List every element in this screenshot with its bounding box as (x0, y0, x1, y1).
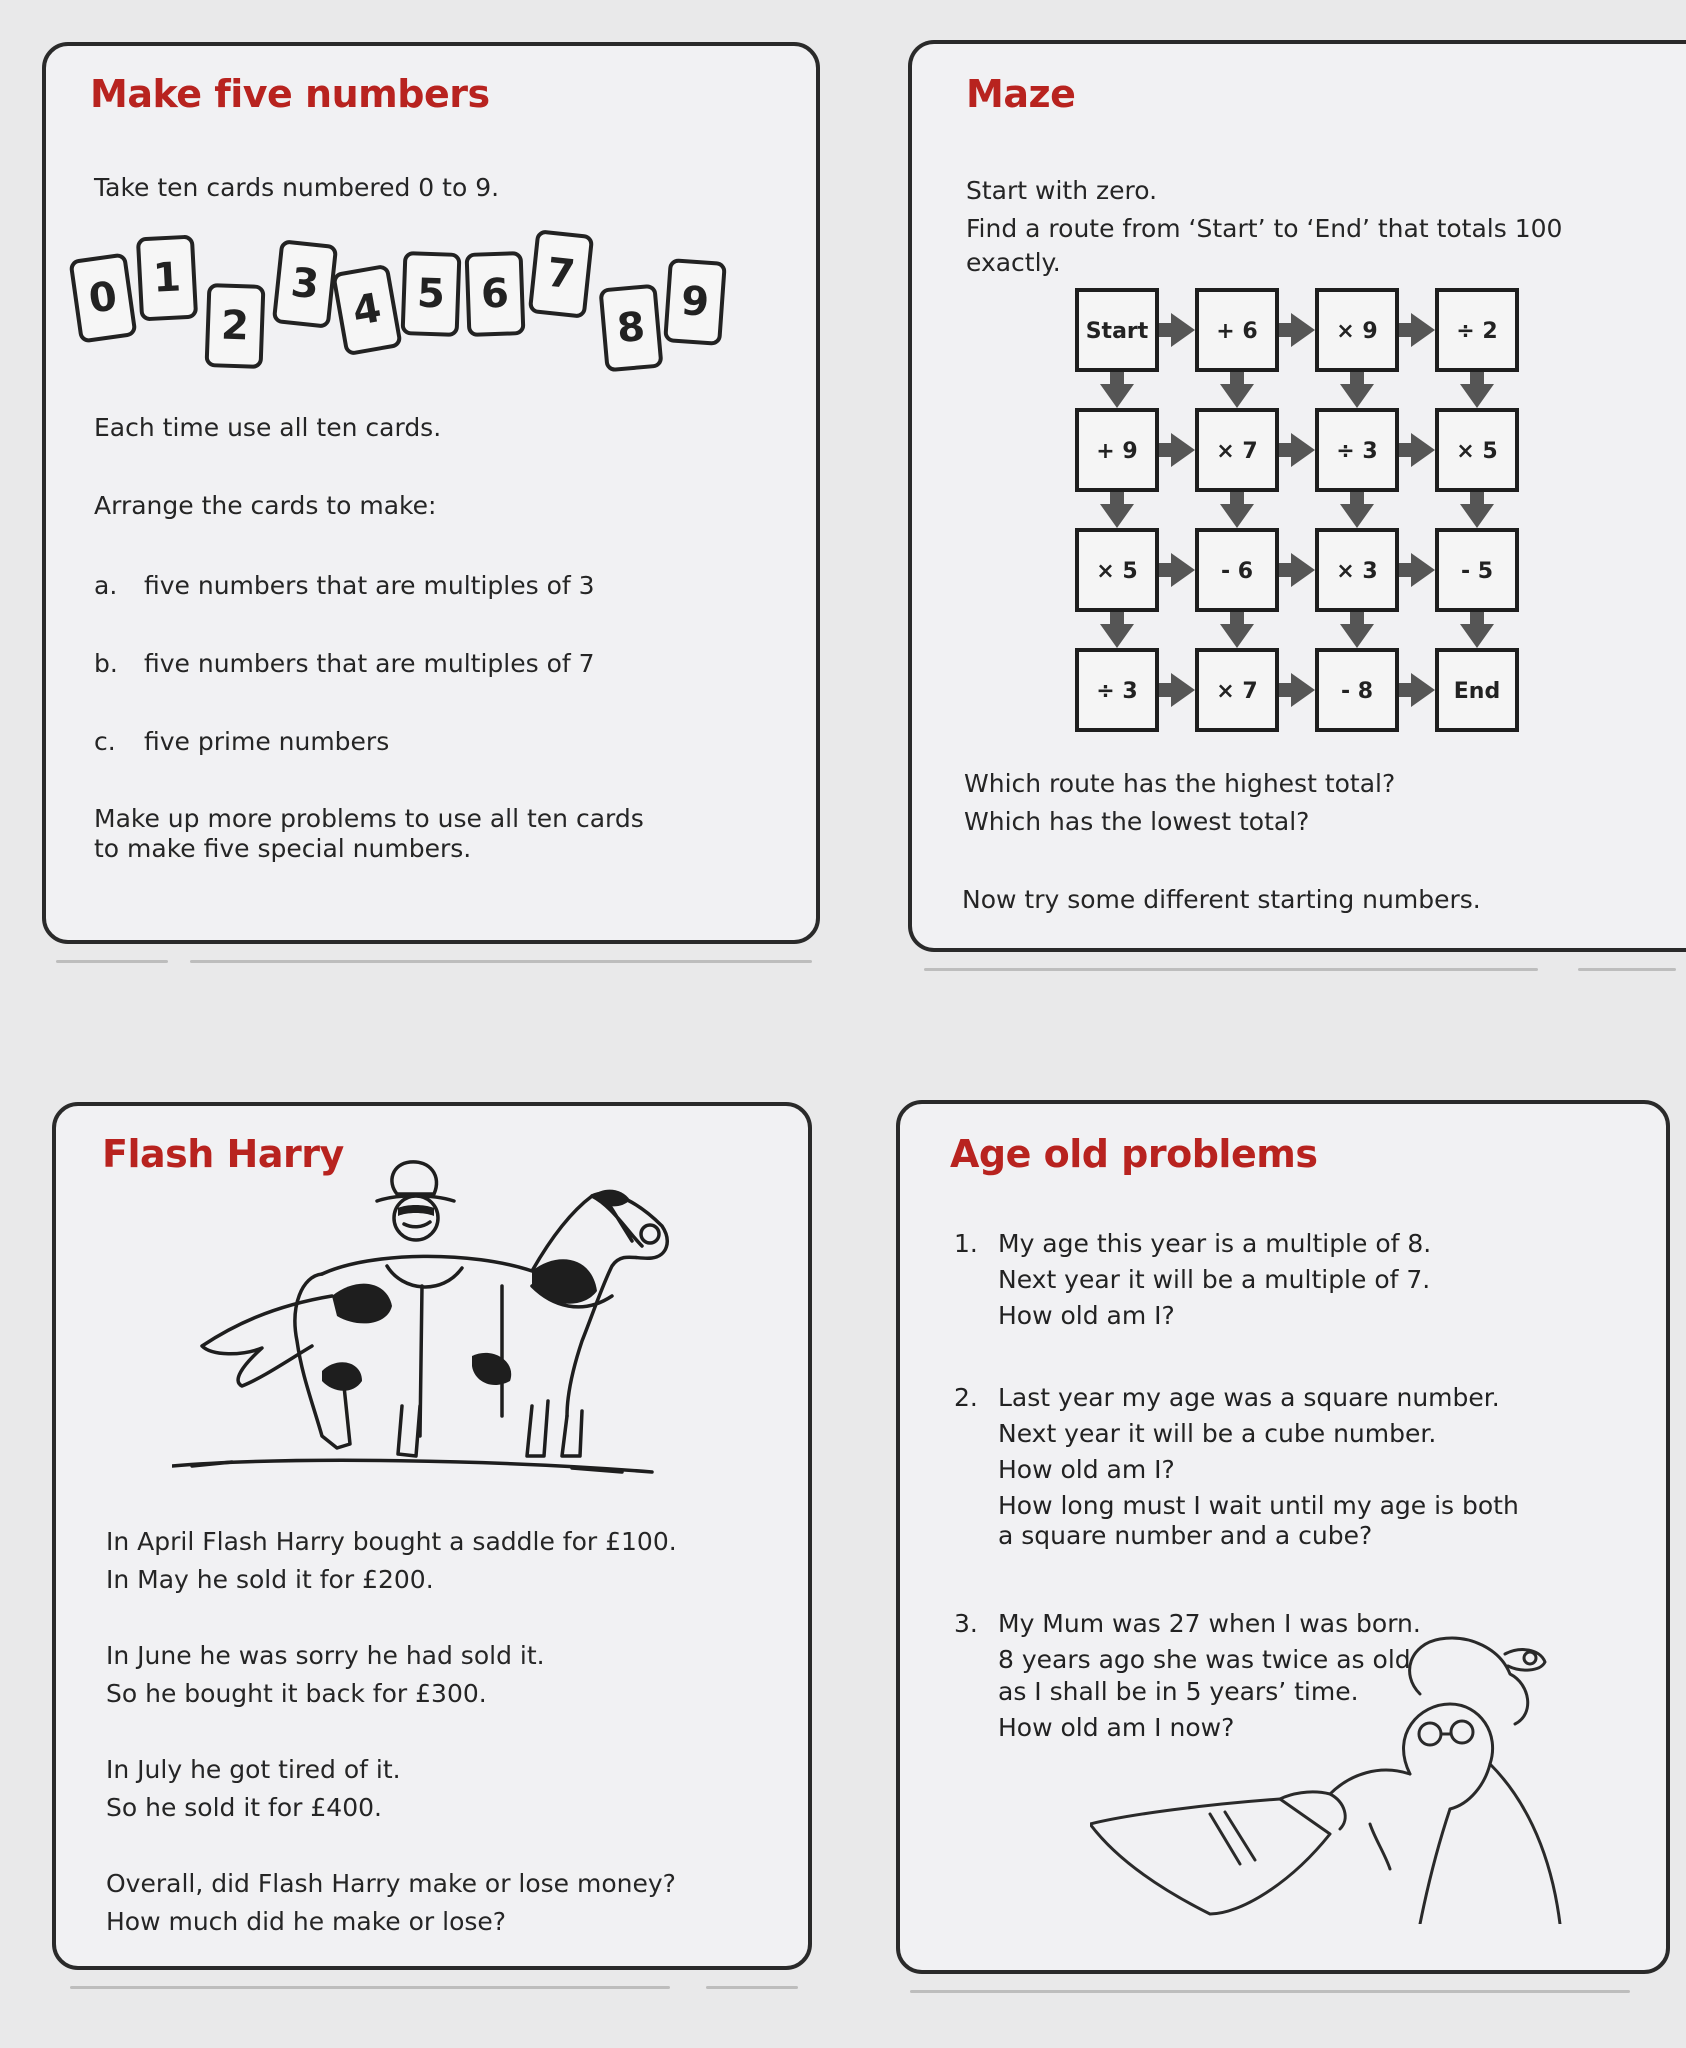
arrow-down-icon (1220, 372, 1254, 408)
number-card-3: 3 (272, 239, 338, 329)
story-line-2a: In June he was sorry he had sold it. (106, 1641, 545, 1670)
maze-cell-label: End (1453, 679, 1501, 704)
arrow-down-icon (1340, 372, 1374, 408)
problem-number: 2. (954, 1383, 978, 1412)
problem-line: How old am I? (998, 1455, 1175, 1484)
maze-cell-label: ÷ 3 (1336, 439, 1378, 464)
problem-line: How old am I now? (998, 1713, 1235, 1742)
divider-line (910, 1990, 1630, 1993)
list-item-a (94, 568, 595, 604)
maze-cell-label: - 6 (1220, 559, 1254, 584)
story-line-1a: In April Flash Harry bought a saddle for £100. (106, 1527, 677, 1556)
story-line-3b: So he sold it for £400. (106, 1793, 382, 1822)
intro-text: Take ten cards numbered 0 to 9. (94, 173, 500, 202)
item-label: b. (94, 649, 118, 678)
problem-line: How old am I? (998, 1301, 1175, 1330)
number-card-5: 5 (401, 251, 462, 337)
arrow-down-icon (1340, 612, 1374, 648)
outro-line-1: Make up more problems to use all ten cards (94, 804, 644, 833)
maze-line-2: Find a route from ‘Start’ to ‘End’ that totals 100 (966, 214, 1563, 243)
story-line-2b: So he bought it back for £300. (106, 1679, 487, 1708)
story-line-3a: In July he got tired of it. (106, 1755, 401, 1784)
arrow-right-icon (1399, 313, 1435, 347)
maze-cell-label: × 5 (1096, 559, 1138, 584)
arrow-right-icon (1279, 313, 1315, 347)
problem-line: Next year it will be a multiple of 7. (998, 1265, 1431, 1294)
number-card-4: 4 (331, 264, 403, 357)
horse-illustration (172, 1156, 732, 1496)
arrow-down-icon (1220, 492, 1254, 528)
story-question-a: Overall, did Flash Harry make or lose money? (106, 1869, 676, 1898)
arrow-down-icon (1340, 492, 1374, 528)
card-age-old-problems (896, 1100, 1670, 1974)
card-title: Make five numbers (90, 72, 490, 116)
problem-line: a square number and a cube? (998, 1521, 1373, 1550)
arrow-right-icon (1399, 673, 1435, 707)
problem-number: 1. (954, 1229, 978, 1258)
item-text: five numbers that are multiples of 3 (144, 571, 595, 600)
maze-question-3: Now try some different starting numbers. (962, 885, 1481, 914)
divider-line (924, 968, 1538, 971)
number-card-0: 0 (68, 252, 137, 343)
maze-cell-label: × 7 (1216, 439, 1258, 464)
number-card-6: 6 (465, 251, 526, 337)
story-line-1b: In May he sold it for £200. (106, 1565, 434, 1594)
arrow-right-icon (1399, 553, 1435, 587)
maze-cell-label: × 9 (1336, 319, 1378, 344)
problem-line: 8 years ago she was twice as old (998, 1645, 1411, 1674)
arrow-right-icon (1279, 433, 1315, 467)
number-card-2: 2 (205, 283, 266, 369)
maze-line-1: Start with zero. (966, 176, 1158, 205)
maze-cell-label: × 3 (1336, 559, 1378, 584)
arrow-right-icon (1399, 433, 1435, 467)
item-label: a. (94, 571, 118, 600)
divider-line (70, 1986, 670, 1989)
number-card-7: 7 (528, 229, 594, 319)
item-label: c. (94, 727, 116, 756)
problem-line: My age this year is a multiple of 8. (998, 1229, 1432, 1258)
outro-line-2: to make five special numbers. (94, 834, 472, 863)
card-title: Flash Harry (102, 1132, 344, 1176)
problem-line: Last year my age was a square number. (998, 1383, 1500, 1412)
maze-cell-label: - 8 (1340, 679, 1374, 704)
maze-cell-label: + 9 (1096, 439, 1138, 464)
maze-grid (1075, 288, 1527, 740)
instruction-line-1: Each time use all ten cards. (94, 413, 442, 442)
maze-cell-label: × 5 (1456, 439, 1498, 464)
arrow-down-icon (1220, 612, 1254, 648)
number-card-8: 8 (598, 284, 663, 373)
arrow-down-icon (1460, 492, 1494, 528)
divider-line (190, 960, 812, 963)
story-question-b: How much did he make or lose? (106, 1907, 507, 1936)
divider-line (56, 960, 168, 963)
arrow-right-icon (1159, 433, 1195, 467)
item-text: five prime numbers (144, 727, 390, 756)
arrow-down-icon (1100, 372, 1134, 408)
list-item-b (94, 646, 595, 682)
card-title: Age old problems (950, 1132, 1318, 1176)
problem-number: 3. (954, 1609, 978, 1638)
arrow-right-icon (1159, 673, 1195, 707)
list-item-c (94, 724, 389, 760)
maze-cell-label: + 6 (1216, 319, 1258, 344)
arrow-down-icon (1460, 372, 1494, 408)
problem-2 (954, 1380, 1519, 1554)
problem-line: How long must I wait until my age is both (998, 1491, 1519, 1520)
maze-cell-label: ÷ 2 (1456, 319, 1498, 344)
arrow-down-icon (1460, 612, 1494, 648)
arrow-down-icon (1100, 492, 1134, 528)
number-card-9: 9 (663, 258, 727, 346)
problem-1 (954, 1226, 1432, 1334)
arrow-right-icon (1279, 673, 1315, 707)
arrow-right-icon (1159, 313, 1195, 347)
instruction-line-2: Arrange the cards to make: (94, 491, 437, 520)
maze-cell-label: Start (1085, 319, 1149, 344)
problem-line: as I shall be in 5 years’ time. (998, 1677, 1359, 1706)
card-title: Maze (966, 72, 1076, 116)
maze-cell-label: × 7 (1216, 679, 1258, 704)
number-card-1: 1 (136, 235, 198, 322)
maze-cell-label: ÷ 3 (1096, 679, 1138, 704)
problem-line: My Mum was 27 when I was born. (998, 1609, 1421, 1638)
item-text: five numbers that are multiples of 7 (144, 649, 595, 678)
maze-question-1: Which route has the highest total? (964, 769, 1396, 798)
arrow-right-icon (1159, 553, 1195, 587)
problem-line: Next year it will be a cube number. (998, 1419, 1437, 1448)
card-flash-harry (52, 1102, 812, 1970)
divider-line (706, 1986, 798, 1989)
divider-line (1578, 968, 1676, 971)
card-make-five-numbers (42, 42, 820, 944)
arrow-right-icon (1279, 553, 1315, 587)
mum-illustration (1090, 1624, 1650, 1924)
maze-cell-label: - 5 (1460, 559, 1494, 584)
maze-question-2: Which has the lowest total? (964, 807, 1310, 836)
maze-line-3: exactly. (966, 248, 1061, 277)
arrow-down-icon (1100, 612, 1134, 648)
